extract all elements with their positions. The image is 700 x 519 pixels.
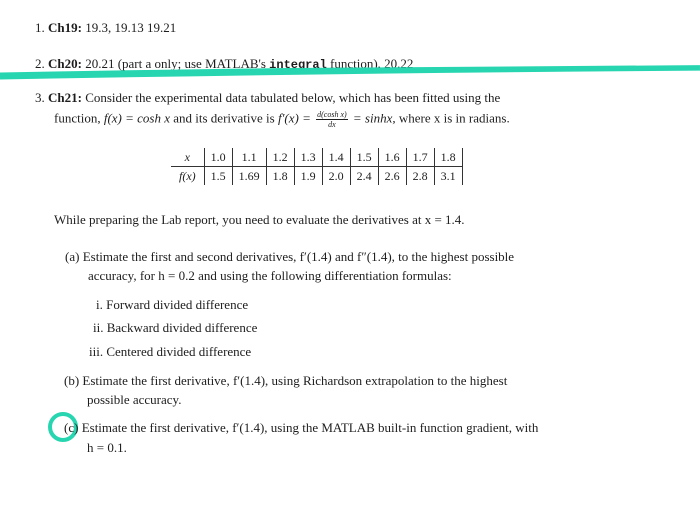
part-b-line-1	[64, 373, 507, 389]
table-row-f	[171, 167, 462, 186]
subitem-forward	[96, 297, 248, 313]
table-cell-x: 1.6	[378, 148, 406, 167]
table-cell-f: 2.0	[322, 167, 350, 186]
part-b-line-2: possible accuracy.	[87, 392, 182, 407]
subitem-number: ii.	[93, 320, 104, 335]
item-3-line-2-d: where x is in radians.	[398, 110, 510, 126]
table-cell-x: 1.5	[350, 148, 378, 167]
item-3-line-2	[54, 110, 510, 129]
part-c-line-1	[64, 420, 538, 436]
table-cell-f: 1.5	[204, 167, 232, 186]
part-b-label: (b)	[64, 373, 80, 388]
table-cell-f: 1.69	[232, 167, 266, 186]
table-cell-f: 2.6	[378, 167, 406, 186]
data-table	[171, 148, 463, 185]
item-3-label: Ch21:	[48, 90, 82, 105]
part-a-label: (a)	[65, 249, 80, 264]
subitem-backward	[93, 320, 257, 336]
subitem-text: Backward divided difference	[106, 320, 258, 335]
item-3-line-2-a: function,	[54, 110, 101, 126]
item-1-text: 19.3, 19.13 19.21	[85, 20, 177, 35]
highlighter-path	[0, 67, 700, 76]
item-1-number: 1.	[35, 20, 45, 35]
item-1	[35, 20, 176, 36]
item-2-code: integral	[269, 58, 327, 72]
subitem-number: iii.	[89, 344, 104, 359]
intro-text: While preparing the Lab report, you need to evaluate the derivatives at x = 1.4.	[54, 212, 465, 227]
subitem-text: Centered divided difference	[106, 344, 252, 359]
part-a-line-1-text: Estimate the first and second derivatives, f′(1.4) and f″(1.4), to the highest possible	[82, 249, 515, 264]
table-cell-x: 1.3	[294, 148, 322, 167]
table-cell-x: 1.1	[232, 148, 266, 167]
item-2-label: Ch20:	[48, 56, 82, 71]
derivative-rhs: = sinhx,	[352, 110, 396, 126]
item-2-text-b: function), 20.22	[330, 56, 414, 71]
table-cell-f: 2.8	[406, 167, 434, 186]
table-cell-f: 2.4	[350, 167, 378, 186]
table-cell-x: 1.0	[204, 148, 232, 167]
table-header-f: f(x)	[171, 167, 204, 186]
item-3-line-1	[35, 90, 500, 106]
item-2-number: 2.	[35, 56, 45, 71]
table-cell-f: 1.8	[266, 167, 294, 186]
fraction-denominator: dx	[328, 120, 336, 129]
function-definition: f(x) = cosh x	[103, 110, 170, 126]
item-3-number: 3.	[35, 90, 45, 105]
fraction-numerator: d(cosh x)	[317, 110, 347, 119]
subitem-text: Forward divided difference	[106, 297, 249, 312]
derivative-lhs: f′(x) =	[277, 110, 311, 126]
table-cell-x: 1.8	[434, 148, 462, 167]
part-a-line-1	[65, 249, 514, 265]
table-cell-f: 3.1	[434, 167, 462, 186]
item-2-text-a: 20.21 (part a only; use MATLAB's	[85, 56, 266, 71]
part-b-line-1-text: Estimate the first derivative, f′(1.4), using Richardson extrapolation to the highest	[82, 373, 508, 388]
part-c-label: (c)	[64, 420, 79, 435]
table-cell-x: 1.7	[406, 148, 434, 167]
table-cell-f: 1.9	[294, 167, 322, 186]
derivative-fraction	[316, 110, 348, 129]
part-c-line-2: h = 0.1.	[87, 440, 127, 455]
part-c-line-1-text: Estimate the first derivative, f′(1.4), using the MATLAB built-in function gradient, with	[81, 420, 539, 435]
item-3-line-2-b: and its derivative is	[173, 110, 275, 126]
table-cell-x: 1.2	[266, 148, 294, 167]
part-a-line-2: accuracy, for h = 0.2 and using the following differentiation formulas:	[88, 268, 452, 283]
item-1-label: Ch19:	[48, 20, 82, 35]
subitem-centered	[89, 344, 251, 360]
subitem-number: i.	[96, 297, 103, 312]
item-3-line-1-text: Consider the experimental data tabulated below, which has been fitted using the	[85, 90, 501, 105]
table-row-x	[171, 148, 462, 167]
table-cell-x: 1.4	[322, 148, 350, 167]
table-header-x: x	[184, 149, 190, 164]
